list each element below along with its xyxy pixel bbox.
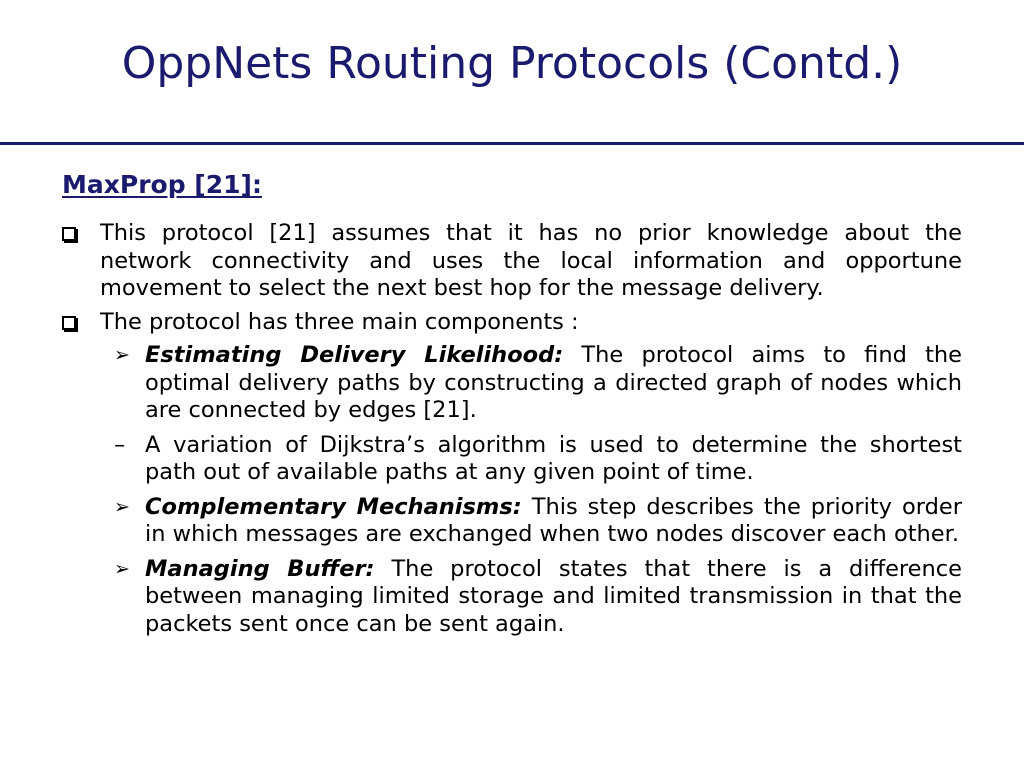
sub-bullet-term: Managing Buffer: bbox=[145, 555, 375, 582]
hollow-square-bullet-icon bbox=[62, 316, 76, 330]
sub-bullet-text: The protocol aims to find the optimal delivery paths by constructing a directed graph of nodes which are connected by edges [21]. bbox=[145, 342, 962, 423]
sub-bullet-item bbox=[110, 432, 962, 487]
sub-bullet-text: This step describes the priority order in which messages are exchanged when two nodes discover each other. bbox=[145, 493, 962, 547]
arrow-bullet-icon: ➢ bbox=[114, 344, 130, 366]
slide-body bbox=[62, 220, 962, 638]
slide-title: OppNets Routing Protocols (Contd.) bbox=[121, 38, 903, 89]
sub-bullet-item bbox=[110, 342, 962, 425]
sub-bullet-text: The protocol states that there is a difference between managing limited storage and limited transmission in that the packets sent once can be sent again. bbox=[145, 555, 962, 637]
title-divider bbox=[0, 142, 1024, 145]
hollow-square-bullet-icon bbox=[62, 227, 76, 241]
bullet-item bbox=[62, 309, 962, 337]
sub-bullet-term: Complementary Mechanisms: bbox=[145, 493, 522, 520]
arrow-bullet-icon: ➢ bbox=[114, 495, 130, 518]
sub-bullet-item bbox=[110, 556, 962, 639]
arrow-bullet-icon: ➢ bbox=[114, 557, 130, 580]
dash-bullet-marker: – bbox=[114, 431, 126, 458]
bullet-text: This protocol [21] assumes that it has no prior knowledge about the network connectivity and uses the local information and opportune movement to select the next best hop for the message delivery. bbox=[100, 220, 962, 301]
sub-bullet-text: A variation of Dijkstra’s algorithm is used to determine the shortest path out of available paths at any given point of time. bbox=[145, 431, 962, 485]
sub-bullet-term: Estimating Delivery Likelihood: bbox=[145, 342, 564, 368]
section-heading: MaxProp [21]: bbox=[62, 170, 262, 199]
bullet-item bbox=[62, 220, 962, 303]
sub-bullet-item bbox=[110, 494, 962, 549]
bullet-text: The protocol has three main components : bbox=[100, 308, 579, 335]
